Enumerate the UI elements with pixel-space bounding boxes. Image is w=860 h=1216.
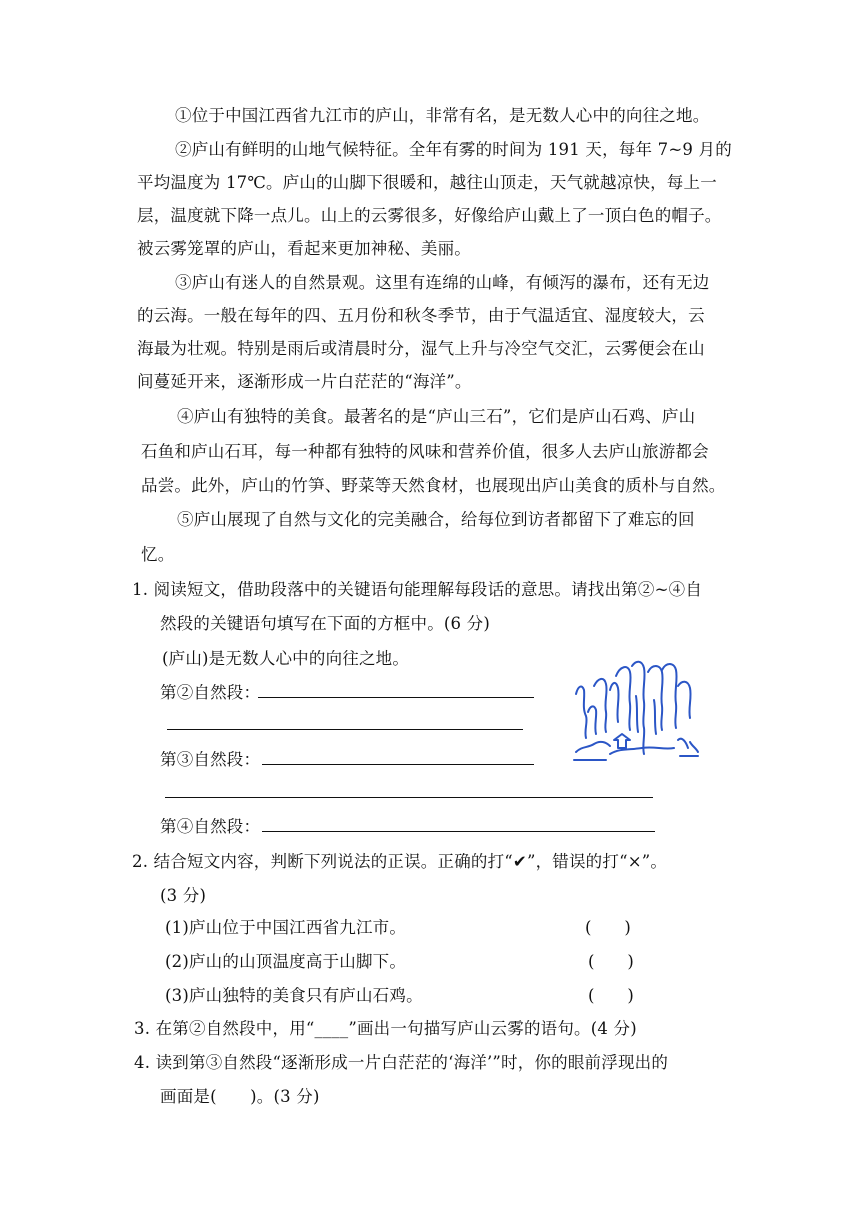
question-4-stem-line-1: 4. 读到第③自然段“逐渐形成一片白茫茫的‘海洋’”时，你的眼前浮现出的 — [134, 1053, 669, 1072]
passage-paragraph-3-line-2: 的云海。一般在每年的四、五月份和秋冬季节，由于气温适宜、湿度较大，云 — [137, 306, 705, 325]
passage-paragraph-1: ①位于中国江西省九江市的庐山，非常有名，是无数人心中的向往之地。 — [175, 106, 710, 125]
passage-paragraph-5-line-2: 忆。 — [141, 545, 175, 564]
passage-paragraph-2-line-1: ②庐山有鲜明的山地气候特征。全年有雾的时间为 191 天，每年 7~9 月的 — [175, 140, 732, 159]
passage-paragraph-4-line-2: 石鱼和庐山石耳，每一种都有独特的风味和营养价值，很多人去庐山旅游都会 — [141, 442, 709, 461]
question-1-para3-label: 第③自然段： — [160, 750, 261, 769]
question-2-item-1: (1)庐山位于中国江西省九江市。 — [165, 918, 407, 937]
question-3-stem: 3. 在第②自然段中，用“____”画出一句描写庐山云雾的语句。(4 分) — [134, 1019, 637, 1038]
passage-paragraph-2-line-2: 平均温度为 17℃。庐山的山脚下很暖和，越往山顶走，天气就越凉快，每上一 — [137, 173, 717, 192]
question-1-stem-line-2: 然段的关键语句填写在下面的方框中。(6 分) — [160, 614, 491, 633]
question-1-para4-label: 第④自然段： — [160, 817, 261, 836]
passage-paragraph-2-line-3: 层，温度就下降一点儿。山上的云雾很多，好像给庐山戴上了一顶白色的帽子。 — [137, 206, 722, 225]
passage-paragraph-4-line-3: 品尝。此外，庐山的竹笋、野菜等天然食材，也展现出庐山美食的质朴与自然。 — [141, 476, 726, 495]
question-2-item-2-answer-paren[interactable]: ( ) — [588, 952, 634, 971]
question-2-stem-line-2: (3 分) — [160, 886, 207, 905]
question-2-item-1-answer-paren[interactable]: ( ) — [585, 918, 631, 937]
question-2-item-3: (3)庐山独特的美食只有庐山石鸡。 — [165, 986, 423, 1005]
para3-answer-blank-1[interactable] — [262, 764, 534, 765]
question-1-example: (庐山)是无数人心中的向往之地。 — [162, 649, 410, 668]
para2-answer-blank-2[interactable] — [167, 729, 523, 730]
para2-answer-blank-1[interactable] — [258, 697, 534, 698]
question-4-stem-line-2: 画面是( )。(3 分) — [160, 1087, 320, 1106]
question-1-para2-label: 第②自然段： — [160, 683, 261, 702]
passage-paragraph-3-line-1: ③庐山有迷人的自然景观。这里有连绵的山峰，有倾泻的瀑布，还有无边 — [175, 273, 710, 292]
passage-paragraph-3-line-3: 海最为壮观。特别是雨后或清晨时分，湿气上升与冷空气交汇，云雾便会在山 — [137, 339, 705, 358]
question-1-stem-line-1: 1. 阅读短文，借助段落中的关键语句能理解每段话的意思。请找出第②~④自 — [132, 580, 703, 599]
para4-answer-blank[interactable] — [262, 831, 655, 832]
passage-paragraph-4-line-1: ④庐山有独特的美食。最著名的是“庐山三石”，它们是庐山石鸡、庐山 — [177, 407, 696, 426]
question-2-item-2: (2)庐山的山顶温度高于山脚下。 — [165, 952, 407, 971]
question-2-stem-line-1: 2. 结合短文内容，判断下列说法的正误。正确的打“✔”，错误的打“×”。 — [132, 852, 668, 871]
passage-paragraph-2-line-4: 被云雾笼罩的庐山，看起来更加神秘、美丽。 — [137, 239, 471, 258]
mountain-waterfall-sketch-icon — [570, 656, 702, 768]
passage-paragraph-3-line-4: 间蔓延开来，逐渐形成一片白茫茫的“海洋”。 — [137, 372, 472, 391]
passage-paragraph-5-line-1: ⑤庐山展现了自然与文化的完美融合，给每位到访者都留下了难忘的回 — [177, 510, 695, 529]
para3-answer-blank-2[interactable] — [165, 797, 653, 798]
question-2-item-3-answer-paren[interactable]: ( ) — [588, 986, 634, 1005]
